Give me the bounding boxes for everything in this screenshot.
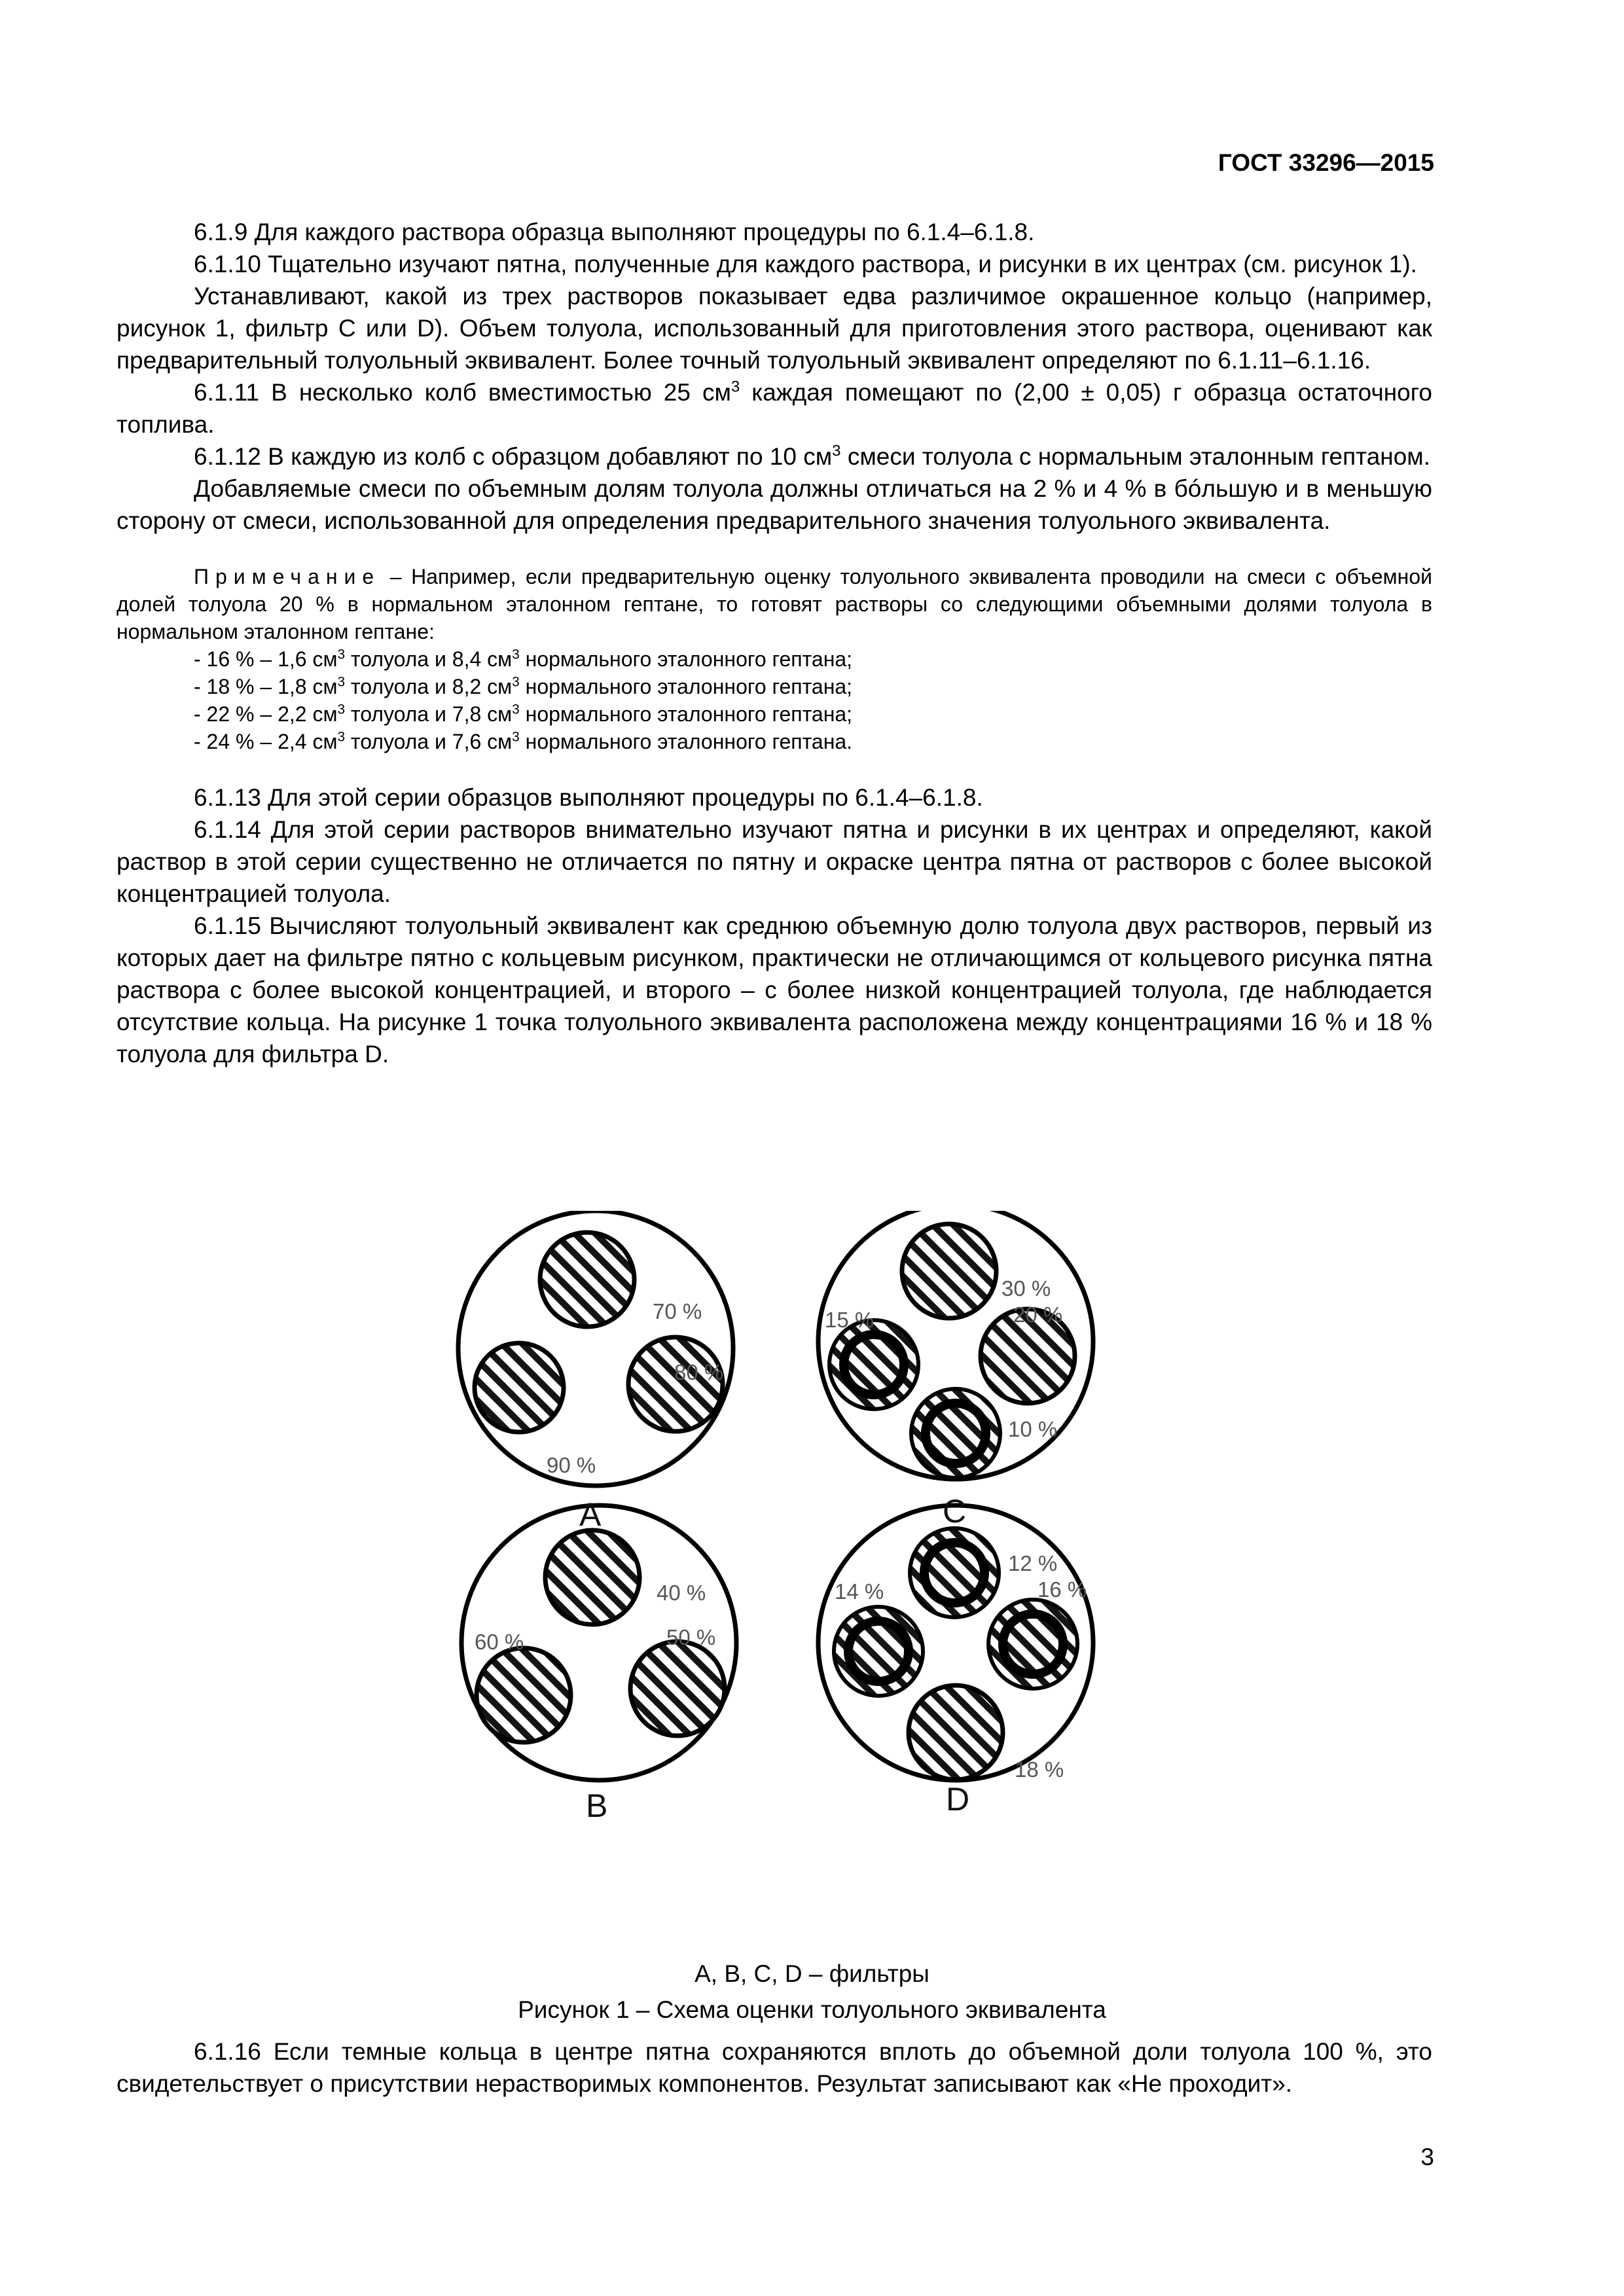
superscript: 3 <box>337 674 346 690</box>
note-item-text: - 16 % – 1,6 см <box>194 647 338 671</box>
note-list <box>194 645 1432 755</box>
filter-d-letter: D <box>946 1781 970 1818</box>
paragraph-6-1-16: 6.1.16 Если темные кольца в центре пятна сохраняются вплоть до объемной доли толуола 100 %, это свидетельствует о присутствии нерастворимых компонентов. Результат записывают как «Не проходит». <box>117 2038 1432 2097</box>
paragraph-6-1-14: 6.1.14 Для этой серии растворов внимательно изучают пятна и рисунки в их центрах и определяют, какой раствор в этой серии существенно не отличается по пятну и окраске центра пятна от растворов с более высокой концентрацией толуола. <box>117 816 1432 907</box>
superscript: 3 <box>832 442 841 460</box>
note-item-text: - 22 % – 2,2 см <box>194 702 338 726</box>
note-block <box>117 563 1432 755</box>
note-item-text: - 24 % – 2,4 см <box>194 730 338 753</box>
filter-c-label-30: 30 % <box>1001 1276 1051 1300</box>
filter-a <box>458 1211 733 1486</box>
note-intro-text: – Например, если предварительную оценку толуольного эквивалента проводили на смеси с объемной долей толуола 20 % в нормальном эталонном гептане, то готовят растворы со следующими объемными долями толуола в нормальном эталонном гептане: <box>117 565 1432 643</box>
note-item-text: толуола и 7,6 см <box>345 730 513 753</box>
paragraph-6-1-11-text-a: 6.1.11 В несколько колб вместимостью 25 см <box>194 379 731 406</box>
paragraph-mixtures: Добавляемые смеси по объемным долям толуола должны отличаться на 2 % и 4 % в бóльшую и в меньшую сторону от смеси, использованной для определения предварительного значения толуольного эквивалента. <box>117 475 1432 534</box>
paragraph-6-1-12 <box>117 440 1432 473</box>
superscript: 3 <box>337 729 346 745</box>
paragraph-6-1-11-text-b: каждая помещают по (2,00 ± 0,05) г образца остаточного топлива. <box>117 379 1432 438</box>
superscript: 3 <box>337 647 346 662</box>
filter-b-spot-40 <box>545 1530 640 1624</box>
filter-d-label-16: 16 % <box>1038 1577 1087 1602</box>
figure-1 <box>425 1211 1178 1957</box>
filter-b-letter: B <box>586 1787 608 1824</box>
filter-b-spot-50 <box>630 1641 725 1736</box>
filter-b-label-40: 40 % <box>657 1581 706 1605</box>
filter-c-spot-30 <box>902 1224 996 1318</box>
paragraph-establish: Устанавливают, какой из трех растворов показывает едва различимое окрашенное кольцо (например, рисунок 1, фильтр C или D). Объем толуола, использованный для приготовления этого раствора, оценивают как предварительный толуольный эквивалент. Более точный толуольный эквивалент определяют по 6.1.11–6.1.16. <box>117 283 1432 374</box>
filter-a-spot-90 <box>475 1343 564 1432</box>
filter-d <box>818 1505 1093 1780</box>
paragraph-6-1-10: 6.1.10 Тщательно изучают пятна, полученные для каждого раствора, и рисунки в их центрах (см. рисунок 1). <box>194 251 1417 278</box>
filter-d-label-18: 18 % <box>1015 1757 1064 1782</box>
filter-a-label-70: 70 % <box>653 1299 702 1323</box>
superscript: 3 <box>731 378 740 396</box>
paragraph-6-1-12-text-a: 6.1.12 В каждую из колб с образцом добавляют по 10 см <box>194 443 833 470</box>
figure-legend: A, B, C, D – фильтры <box>695 1960 929 1987</box>
filter-a-label-80: 80 % <box>674 1360 724 1384</box>
note-item-text: нормального эталонного гептана; <box>519 675 853 698</box>
main-text <box>117 216 1432 1070</box>
page-number: 3 <box>1420 2144 1434 2170</box>
figure-caption: Рисунок 1 – Схема оценки толуольного эквивалента <box>518 1996 1106 2023</box>
filter-a-label-90: 90 % <box>547 1453 596 1477</box>
document-code: ГОСТ 33296—2015 <box>1218 149 1434 176</box>
note-item-text: - 18 % – 1,8 см <box>194 675 338 698</box>
note-item-text: толуола и 7,8 см <box>345 702 513 726</box>
filter-c-letter: C <box>943 1493 967 1530</box>
filter-c-label-10: 10 % <box>1008 1417 1058 1441</box>
note-list-item <box>194 673 1432 700</box>
filter-b-label-60: 60 % <box>475 1630 524 1654</box>
note-item-text: нормального эталонного гептана; <box>519 647 853 671</box>
note-intro <box>117 563 1432 645</box>
filter-a-spot-70 <box>540 1232 634 1327</box>
superscript: 3 <box>337 702 346 717</box>
filter-a-letter: A <box>579 1496 602 1533</box>
note-label: Примечание <box>194 565 381 588</box>
filter-b-spot-60 <box>477 1648 571 1742</box>
note-list-item <box>194 700 1432 728</box>
superscript: 3 <box>512 702 520 717</box>
note-item-text: толуола и 8,2 см <box>345 675 513 698</box>
filter-d-label-14: 14 % <box>835 1579 884 1604</box>
note-list-item <box>194 645 1432 673</box>
filter-d-label-12: 12 % <box>1008 1551 1058 1575</box>
superscript: 3 <box>512 647 520 662</box>
superscript: 3 <box>512 674 520 690</box>
note-list-item <box>194 728 1432 755</box>
filter-c-label-15: 15 % <box>825 1308 875 1332</box>
paragraph-6-1-12-text-b: смеси толуола с нормальным эталонным гептаном. <box>840 443 1430 470</box>
paragraph-6-1-13: 6.1.13 Для этой серии образцов выполняют процедуры по 6.1.4–6.1.8. <box>194 784 983 811</box>
filter-c-label-20: 20 % <box>1013 1302 1063 1327</box>
paragraph-6-1-11 <box>117 376 1432 440</box>
note-item-text: толуола и 8,4 см <box>345 647 513 671</box>
filter-d-spot-18 <box>909 1685 1003 1780</box>
superscript: 3 <box>512 729 520 745</box>
note-item-text: нормального эталонного гептана; <box>519 702 853 726</box>
filter-b-label-50: 50 % <box>666 1625 716 1649</box>
paragraph-6-1-9: 6.1.9 Для каждого раствора образца выполняют процедуры по 6.1.4–6.1.8. <box>194 219 1035 245</box>
paragraph-6-1-15: 6.1.15 Вычисляют толуольный эквивалент как среднюю объемную долю толуола двух растворов, первый из которых дает на фильтре пятно с кольцевым рисунком, практически не отличающимся от кольцевого рисунка пятна раствора с более высокой концентрацией, и второго – с более низкой концентрацией толуола, где наблюдается отсутствие кольца. На рисунке 1 точка толуольного эквивалента расположена между концентрациями 16 % и 18 % толуола для фильтра D. <box>117 912 1432 1067</box>
final-text <box>117 2036 1432 2100</box>
note-item-text: нормального эталонного гептана. <box>519 730 853 753</box>
